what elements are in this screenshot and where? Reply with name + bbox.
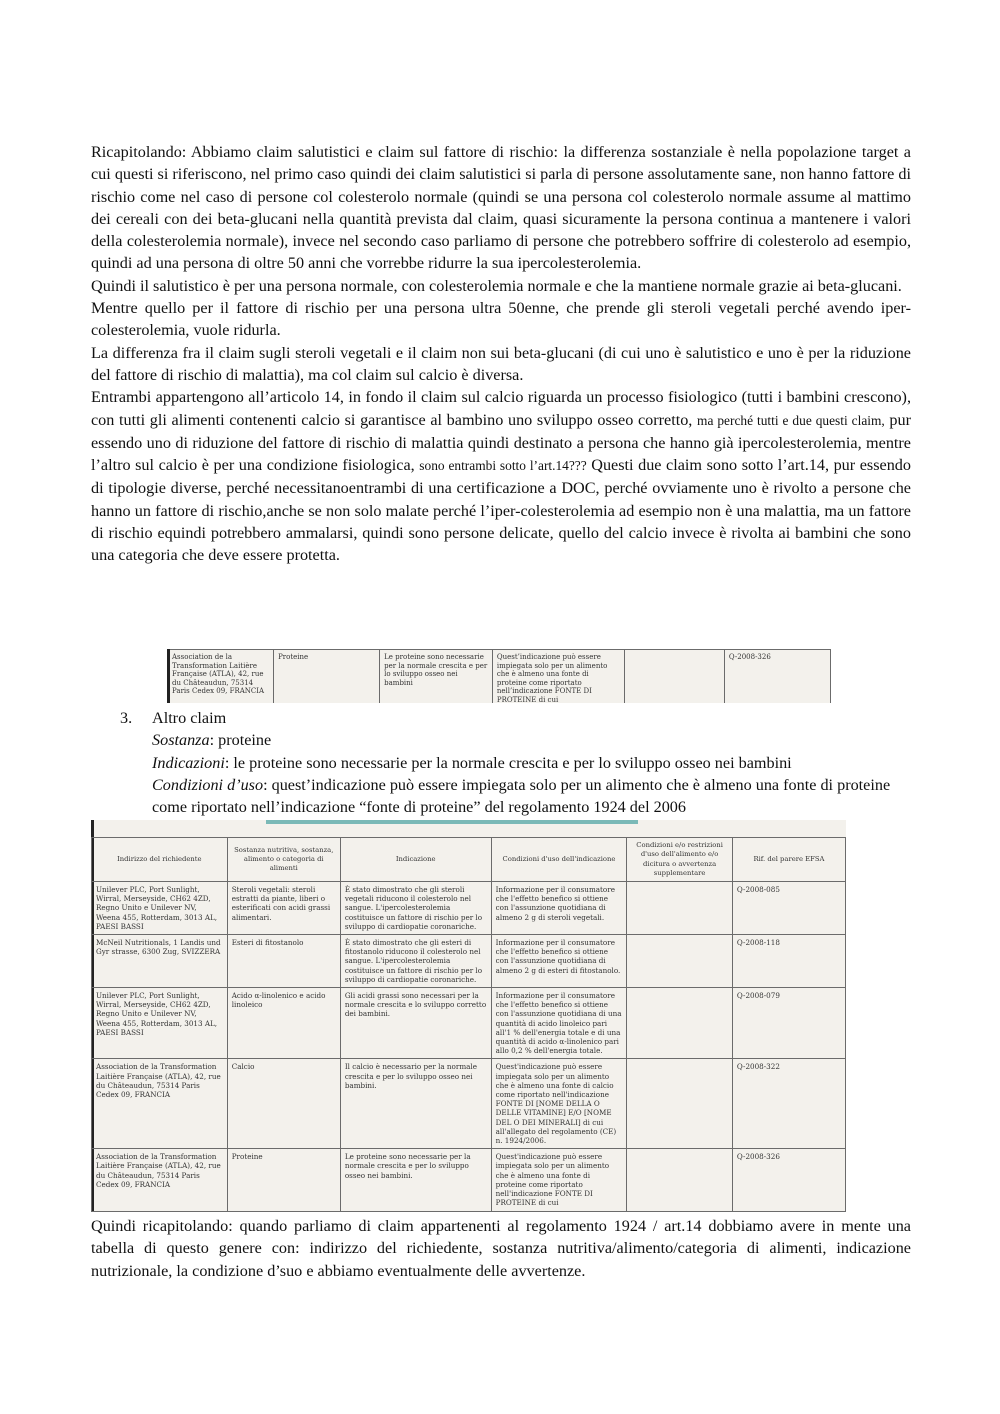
cell-conditions: Informazione per il consumatore che l'effetto benefico si ottiene con l'assunzione quotidiana di almeno 2 g di steroli vegetali. [491,882,627,935]
table-row [92,935,846,988]
cell-restrictions [627,882,733,935]
indicazioni-line [120,752,920,774]
list-title: Altro claim [152,709,227,727]
cell-ref: Q-2008-118 [732,935,845,988]
claims-table [91,837,846,1212]
paragraph-salutistico: Quindi il salutistico è per una persona normale, con colesterolemia normale e che la mantiene normale grazie ai beta-glucani. [91,276,902,295]
list-item-altro-claim [120,707,920,818]
cell-ref: Q-2008-079 [732,988,845,1059]
cell-address: Association de la Transformation Laitière Française (ATLA), 42, rue du Châteaudun, 75314 Paris Cedex 09, FRANCIA [92,1059,228,1149]
cell-conditions: Informazione per il consumatore che l'effetto benefico si ottiene con l'assunzione quotidiana di almeno 2 g di esteri di fitostanolo. [491,935,627,988]
scan-edge [167,649,170,703]
final-text-block [91,1215,911,1282]
cell-indication: Le proteine sono necessarie per la normale crescita e per lo sviluppo osseo nei bambini [380,650,493,704]
text-run: pur essendo uno di riduzione del fattore di rischio di malattia quindi destinato a persona che hanno già ipercolesterolemia, mentre l’altro sul calcio è per una condizione fisiologica, [91,410,912,475]
recap-text-block [91,141,911,567]
cell-indication: Gli acidi grassi sono necessari per la normale crescita e lo sviluppo corretto dei bambini. [340,988,491,1059]
paragraph-differenza: La differenza fra il claim sugli steroli vegetali e il claim non sui beta-glucani (di cui uno è salutistico e uno è per la riduzione del fattore di rischio di malattia), ma col claim sul calcio è diversa. [91,343,911,384]
cell-indication: È stato dimostrato che gli esteri di fitostanolo riducono il colesterolo nel sangue. L'ipercolesterolemia costituisce un fattore di rischio per lo sviluppo di cardiopatie coronariche. [340,935,491,988]
text-run-small: ma perché tutti e due questi claim, [697,412,885,428]
table-row [92,882,846,935]
cell-restrictions [627,988,733,1059]
paragraph-recap: Ricapitolando: Abbiamo claim salutistici e claim sul fattore di rischio: la differenza sostanziale è nella popolazione target a cui questi si riferiscono, nel primo caso quindi dei claim salutistici si parla di persone assolutamente sane, non hanno fattore di rischio come nel caso di persone col colesterolo normale (quindi se una persona col colesterolo normale assume al mattimo dei cereali con dei beta-glucani nella quantità prevista dal claim, quasi sicuramente la persona continua a mantenere i valori della colesterolemia normale), invece nel secondo caso parliamo di persone che potrebbero soffrire di colesterolo ad esempio, quindi ad una persona di oltre 50 anni che vorrebbe ridurre la sua ipercolesterolemia. [91,143,911,273]
sostanza-label: Sostanza [152,731,210,750]
paragraph-articolo-14 [91,386,911,566]
text-run: Entrambi appartengono all’articolo 14, in fondo il claim sul calcio riguarda un processo fisiologico (tutti i bambini crescono), con tutti gli alimenti contenenti calcio si garantisce al bambino uno sviluppo osseo corretto, [91,388,911,429]
table-row [168,650,831,704]
cell-substance: Acido α-linolenico e acido linoleico [227,988,340,1059]
cell-indication: Il calcio è necessario per la normale crescita e per lo sviluppo osseo nei bambini. [340,1059,491,1149]
condizioni-label: Condizioni d’uso [152,775,264,794]
condizioni-value: : quest’indicazione può essere impiegata solo per un alimento che è almeno una fonte di proteine come riportato nell’indicazione “fonte di proteine” del regolamento 1924 del 2006 [152,775,891,817]
text-run-small: sono entrambi sotto l’art.14??? [419,458,587,474]
indicazioni-value: : le proteine sono necessarie per la normale crescita e per lo sviluppo osseo nei bambini [224,753,792,772]
cell-conditions: Quest'indicazione può essere impiegata solo per un alimento che è almeno una fonte di calcio come riportato nell'indicazione FONTE DI [NOME DELLA O DELLE VITAMINE] E/O [NOME DEL O DEI MINERALI] di cui all'allegato del regolamento (CE) n. 1924/2006. [491,1059,627,1149]
cell-restrictions [627,1059,733,1149]
sostanza-line [120,729,920,751]
cell-conditions: Quest'indicazione può essere impiegata solo per un alimento che è almeno una fonte di proteine come riportato nell'indicazione FONTE DI PROTEINE di cui [491,1149,627,1211]
scanned-claims-table [91,820,846,1212]
cell-indication: Le proteine sono necessarie per la normale crescita e per lo sviluppo osseo nei bambini. [340,1149,491,1211]
cell-conditions: Informazione per il consumatore che l'effetto benefico si ottiene con l'assunzione quotidiana di una quantità di acido linoleico pari all'1 % dell'energia totale e di una quantità di acido α-linolenico pari allo 0,2 % dell'energia totale. [491,988,627,1059]
cell-ref: Q-2008-085 [732,882,845,935]
cell-address: Unilever PLC, Port Sunlight, Wirral, Merseyside, CH62 4ZD, Regno Unito e Unilever NV, Weena 455, Rotterdam, 3013 AL, PAESI BASSI [92,988,228,1059]
paragraph-fattore-rischio: Mentre quello per il fattore di rischio per una persona ultra 50enne, che prende gli steroli vegetali perché avendo iper-colesterolemia, vuole ridurla. [91,299,911,340]
header-conditions: Condizioni d'uso dell'indicazione [491,838,627,882]
cell-ref: Q-2008-322 [732,1059,845,1149]
header-indication: Indicazione [340,838,491,882]
table-row [92,1149,846,1211]
cell-address: Association de la Transformation Laitière Française (ATLA), 42, rue du Châteaudun, 75314 Paris Cedex 09, FRANCIA [168,650,274,704]
cell-address: McNeil Nutritionals, 1 Landis und Gyr strasse, 6300 Zug, SVIZZERA [92,935,228,988]
cell-indication: È stato dimostrato che gli steroli vegetali riducono il colesterolo nel sangue. L'ipercolesterolemia costituisce un fattore di rischio per lo sviluppo di cardiopatie coronariche. [340,882,491,935]
cell-substance: Proteine [227,1149,340,1211]
cell-substance: Calcio [227,1059,340,1149]
table-accent-bar [266,820,638,824]
cell-ref: Q-2008-326 [724,650,830,704]
header-substance: Sostanza nutritiva, sostanza, alimento o categoria di alimenti [227,838,340,882]
cell-ref: Q-2008-326 [732,1149,845,1211]
cell-restrictions [627,935,733,988]
text-run: Questi due claim sono sotto l’art.14, pur essendo di tipologie diverse, perché necessitanoentrambi di una certificazione a DOC, perché ovviamente uno è rivolto a persone che hanno un fattore di rischio,anche se non solo malate perché l’iper-colesterolemia ad esempio non è una malattia, ma un fattore di rischio equindi potrebbero ammalarsi, quindi sono persone delicate, quello del calcio invece è rivolta ai bambini che sono una categoria che deve essere protetta. [91,456,911,565]
cell-substance: Proteine [274,650,380,704]
cell-address: Association de la Transformation Laitière Française (ATLA), 42, rue du Châteaudun, 75314 Paris Cedex 09, FRANCIA [92,1149,228,1211]
cell-restrictions [627,1149,733,1211]
cell-address: Unilever PLC, Port Sunlight, Wirral, Merseyside, CH62 4ZD, Regno Unito e Unilever NV, Weena 455, Rotterdam, 3013 AL, PAESI BASSI [92,882,228,935]
table-row [92,988,846,1059]
paragraph-final: Quindi ricapitolando: quando parliamo di claim appartenenti al regolamento 1924 / art.14 dobbiamo avere in mente una tabella di questo genere con: indirizzo del richiedente, sostanza nutritiva/alimento/categoria di alimenti, indicazione nutrizionale, la condizione d’suo e abbiamo eventualmente delle avvertenze. [91,1217,911,1280]
cell-substance: Steroli vegetali: steroli estratti da piante, liberi o esterificati con acidi grassi alimentari. [227,882,340,935]
table-header-row [92,838,846,882]
cell-conditions: Quest’indicazione può essere impiegata solo per un alimento che è almeno una fonte di proteine come riportato nell’indicazione FONTE DI PROTEINE di cui [492,650,625,704]
cell-substance: Esteri di fitostanolo [227,935,340,988]
header-address: Indirizzo del richiedente [92,838,228,882]
table-body [92,882,846,1212]
table-row [92,1059,846,1149]
header-ref: Rif. del parere EFSA [732,838,845,882]
condizioni-line [120,774,920,819]
list-number: 3. [120,709,133,727]
indicazioni-label: Indicazioni [152,753,225,772]
scanned-table-snippet [167,649,831,703]
sostanza-value: : proteine [209,731,272,750]
cell-restrictions [625,650,724,704]
header-restrictions: Condizioni e/o restrizioni d'uso dell'alimento e/o dicitura o avvertenza supplementare [627,838,733,882]
snippet-table [167,649,831,703]
